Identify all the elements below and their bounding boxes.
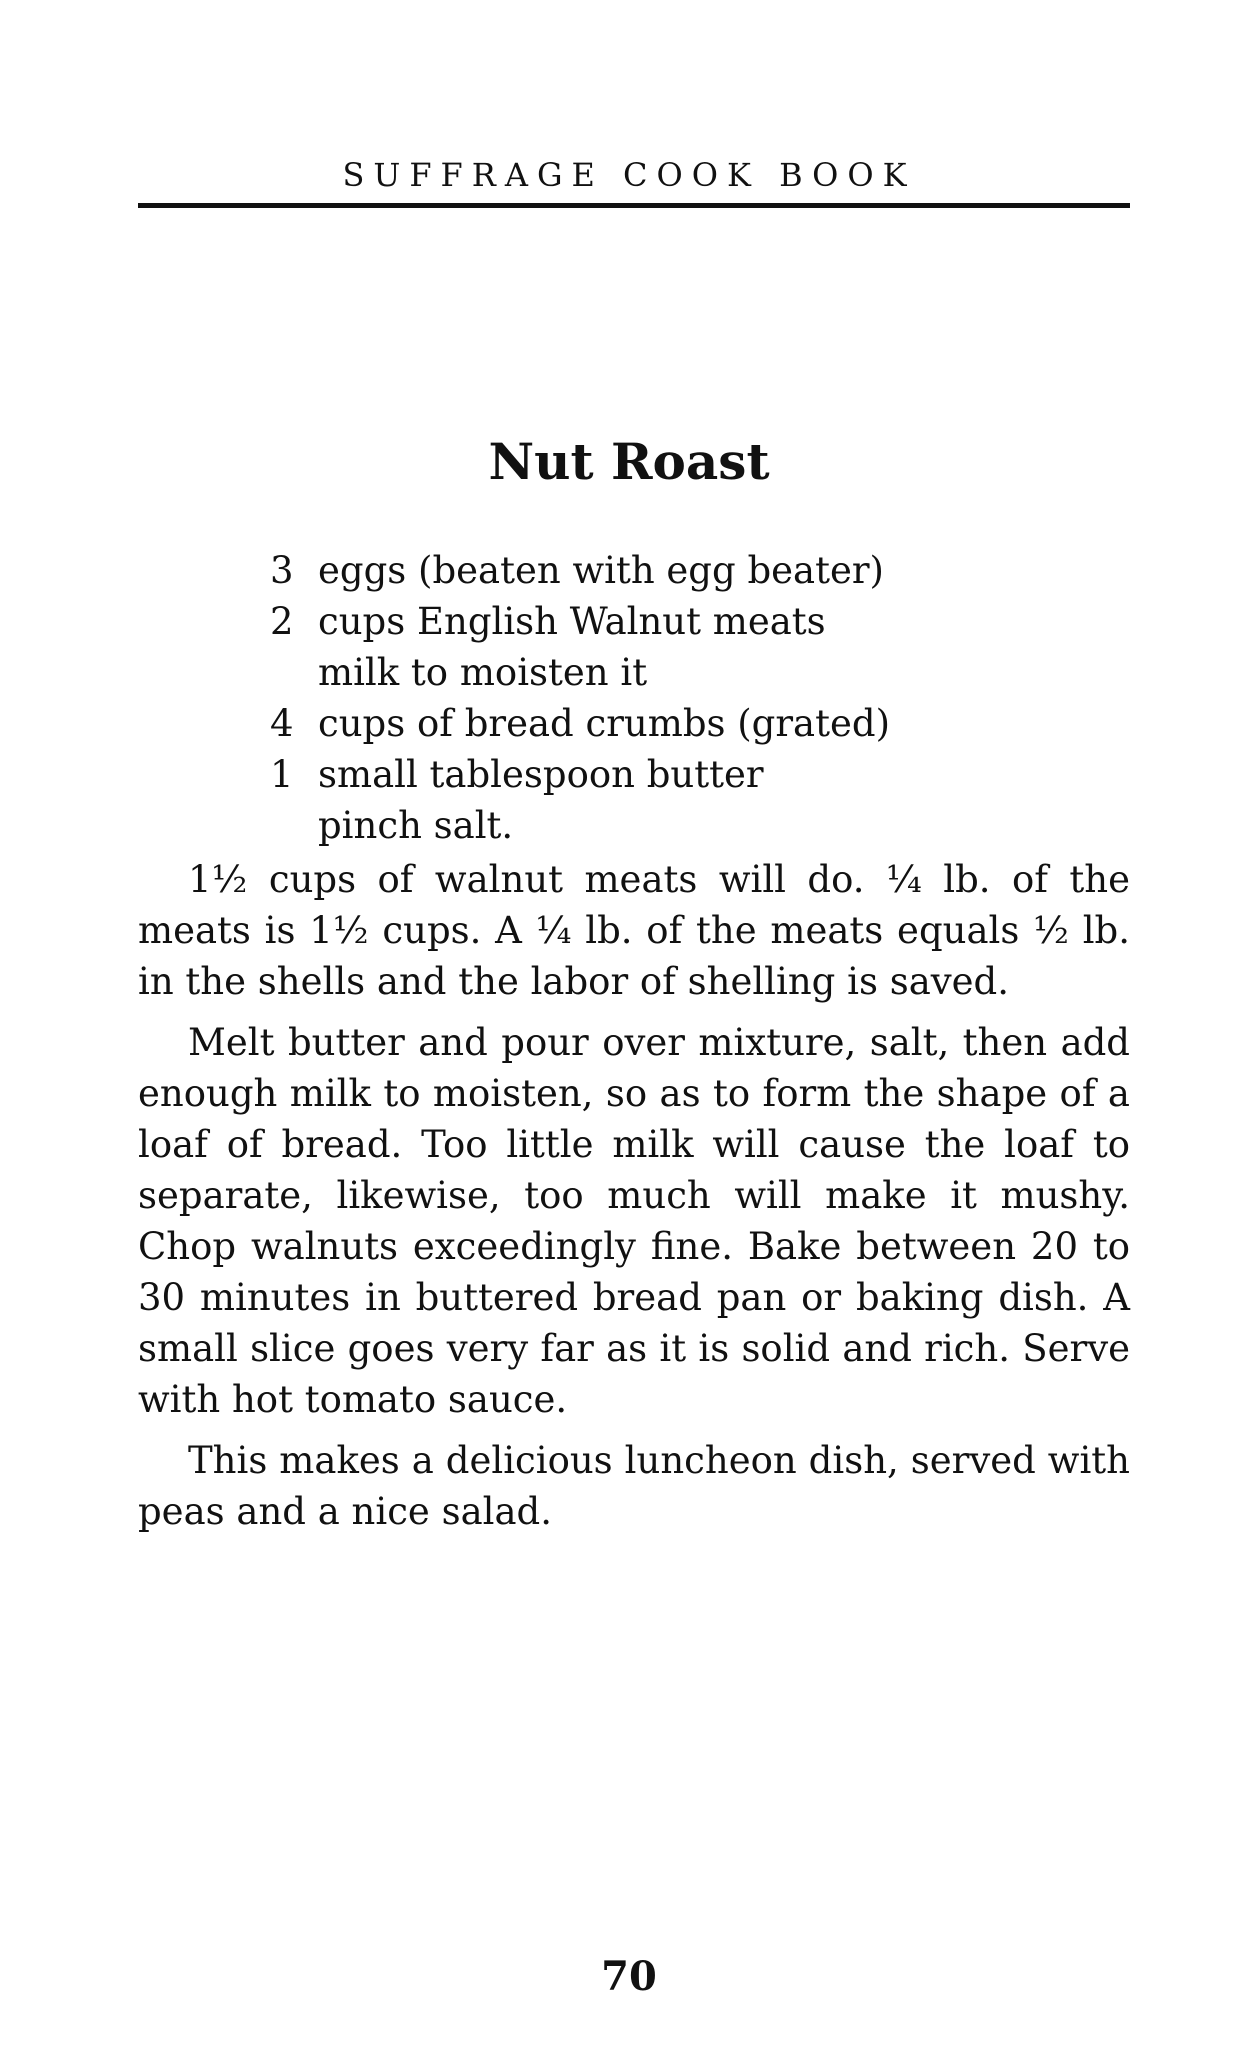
ingredient-quantity: 1 xyxy=(270,753,294,796)
page-number: 70 xyxy=(601,1953,657,2000)
running-head: SUFFRAGE COOK BOOK xyxy=(342,156,916,194)
recipe-body xyxy=(138,854,1130,1547)
ingredient-quantity xyxy=(270,800,318,851)
paragraph-method: Melt butter and pour over mixture, salt, then add enough milk to moisten, so as to form the shape of a loaf of bread. Too little milk will cause the loaf to separate, likewise, too much will make it mushy. Chop walnuts exceedingly fine. Bake between 20 to 30 minutes in buttered bread pan or baking dish. A small slice goes very far as it is solid and rich. Serve with hot tomato sauce. xyxy=(138,1021,1130,1421)
ingredient-text: cups of bread crumbs (grated) xyxy=(318,702,891,745)
ingredient-item xyxy=(270,596,1070,647)
ingredient-text: pinch salt. xyxy=(318,804,514,847)
ingredient-list xyxy=(270,545,1070,851)
ingredient-text: small tablespoon butter xyxy=(318,753,764,796)
ingredient-item xyxy=(270,545,1070,596)
ingredient-text: milk to moisten it xyxy=(318,651,648,694)
ingredient-quantity: 4 xyxy=(270,702,294,745)
ingredient-quantity: 3 xyxy=(270,549,294,592)
ingredient-item xyxy=(270,749,1070,800)
recipe-title: Nut Roast xyxy=(488,432,770,491)
ingredient-quantity xyxy=(270,647,318,698)
header-rule xyxy=(138,203,1130,208)
ingredient-text: cups English Walnut meats xyxy=(318,600,826,643)
paragraph-quantity-note: 1½ cups of walnut meats will do. ¼ lb. of the meats is 1½ cups. A ¼ lb. of the meats equals ½ lb. in the shells and the labor of shelling is saved. xyxy=(138,858,1130,1003)
ingredient-text: eggs (beaten with egg beater) xyxy=(318,549,884,592)
ingredient-quantity: 2 xyxy=(270,600,294,643)
paragraph-serving-note: This makes a delicious luncheon dish, served with peas and a nice salad. xyxy=(138,1439,1130,1533)
ingredient-item xyxy=(270,647,1070,698)
ingredient-item xyxy=(270,800,1070,851)
ingredient-item xyxy=(270,698,1070,749)
